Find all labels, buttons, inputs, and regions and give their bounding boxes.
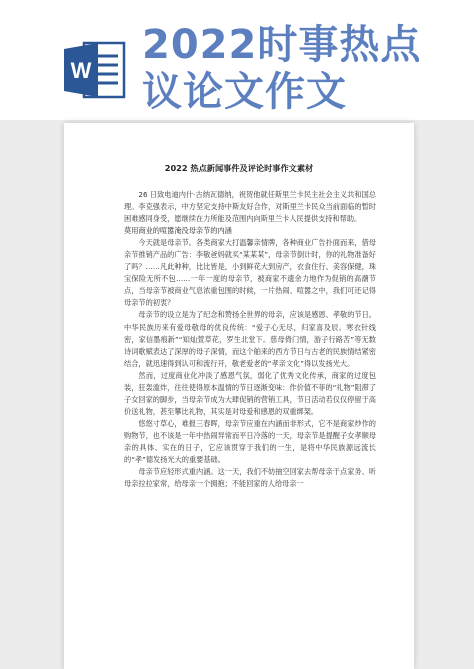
document-page — [64, 123, 414, 669]
paragraph: 母亲节应轻形式重内涵。这一天，我们不妨抽空回家去帮母亲干点家务、听母亲拉拉家常，给母亲一个拥抱；不能回家的人给母亲一 — [124, 467, 376, 489]
word-logo-letter: W — [70, 58, 92, 83]
document-body — [124, 189, 376, 490]
paragraph: 今天就是母亲节。各类商家大打温馨亲情牌，各种商业广告扑面而来，借母亲节推销产品的广告：李敬爸妈就买“某某某”，母亲节倒计时，你的礼物准备好了吗？……凡此种种，比比皆是，小到鲜花大到房产，衣食住行、美容保健，珠宝保险无所不包……一年一度的母亲节，被商家不遗余力地作为促销的高潮节点，当母亲节被商业气息浓重包围的时候，一片热闹、喧嚣之中，我们可还记得母亲节的初衷？ — [124, 238, 376, 308]
paragraph: 悠悠寸草心，难报三春晖，母亲节应重在内涵而非形式，它不是商家炒作的购物节，也不该是一年中热闹异常而平日冷落的一天，母亲节是提醒子女孝顺母亲的具体、实在的日子，它应该贯穿于我们的一生，是将中华民族源远流长的“孝”德发扬光大的重要基础。 — [124, 418, 376, 465]
page-title: 2022时事热点议论文作文 — [142, 22, 422, 115]
paragraph: 母亲节的设立是为了纪念和赞扬全世界的母亲，应该是感恩、孝敬的节日。中华民族历来有爱母敬母的优良传统：“爱子心无尽，归家喜及辰。寒衣针线密，家信墨痕新”“知灿萱草花，罗生北堂下。慈母倚门情，游子行路苦”等无数诗词歌赋表达了深厚的母子深情，而这个舶来的西方节日与古老的民族情结紧密结合，就迅速得到认可和流行开，敬老爱老的“孝亲文化”得以发扬光大。 — [124, 310, 376, 368]
paragraph: 26 日致电迪内什·古纳瓦德纳，祝贺他就任斯里兰卡民主社会主义共和国总理。李克强表示，中方坚定支持中斯友好合作，对斯里兰卡民众当前面临的暂时困难感同身受，愿继续在力所能及范围内向斯里兰卡人民提供支持和帮助。 — [124, 190, 376, 224]
paragraph: 然而，过度商业化冲淡了感恩气氛，弱化了优秀文化传承，商家的过度包装，狂轰滥炸，往往使得原本温情的节日逐渐变味：作价值不菲的“礼物”阻滞了子女回家的脚步，当母亲节成为大肆促销的营销工具，节日活动若仅仅停留于高价送礼物，甚至攀比礼物，其实是对母爱和感恩的双重绑架。 — [124, 370, 376, 416]
section-heading: 莫用商业的喧嚣淹没母亲节的内涵 — [124, 226, 232, 236]
document-title: 2022 热点新闻事件及评论时事作文素材 — [164, 163, 314, 173]
word-document-icon — [64, 40, 130, 100]
header-banner — [0, 0, 474, 130]
